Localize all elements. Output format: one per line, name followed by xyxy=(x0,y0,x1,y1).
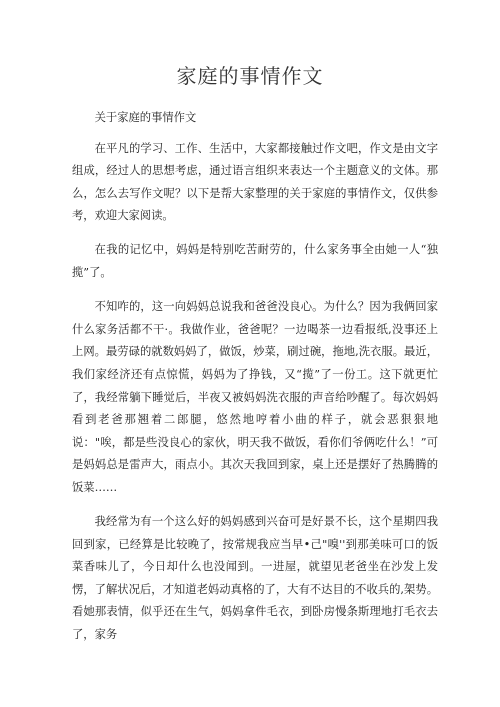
paragraph: 我经常为有一个这么好的妈妈感到兴奋可是好景不长，这个星期四我回到家，已经算是比较晚了，按常规我应当早•己"嗅''到那美味可口的饭菜香味儿了，今日却什么也没闻到。一进屋，就望见老爸坐在沙发上发愣，了解状况后，才知道老妈动真格的了，大有不达目的不收兵的,架势。看她那表情，似乎还在生气，妈妈拿件毛衣，到卧房慢条斯理地打毛衣去了，家务 xyxy=(72,515,438,641)
paragraph: 在我的记忆中，妈妈是特别吃苦耐劳的，什么家务事全由她一人“独揽”了。 xyxy=(72,243,438,280)
document-title: 家庭的事情作文 xyxy=(176,64,324,88)
document-subtitle: 关于家庭的事情作文 xyxy=(94,111,197,124)
paragraph: 不知咋的，这一向妈妈总说我和爸爸没良心。为什么？因为我俩回家什么家务活都不干·。我做作业，爸爸呢？一边喝茶一边看报纸,没事还上上网。最劳碌的就数妈妈了，做饭，炒菜，刷过碗，拖地,洗衣服。最近，我们家经济还有点惊慌，妈妈为了挣钱，又“揽”了一份工。这下就更忙了，我经常躺下睡觉后，半夜又被妈妈洗衣服的声音给吵醒了。每次妈妈看到老爸那翘着二郎腿，悠然地哼着小曲的样子，就会恶狠狠地说："唉，都是些没良心的家伙，明天我不做饭，看你们爷俩吃什么！”可是妈妈总是雷声大，雨点小。其次天我回到家，桌上还是摆好了热腾腾的饭菜…… xyxy=(72,300,438,494)
document-body xyxy=(72,107,438,658)
paragraph: 在平凡的学习、工作、生活中，大家都接触过作文吧，作文是由文字组成，经过人的思想考虑，通过语言组织来表达一个主题意义的文体。那么，怎么去写作文呢？以下是帮大家整理的关于家庭的事情作文，仅供参考，欢迎大家阅读。 xyxy=(72,141,438,223)
